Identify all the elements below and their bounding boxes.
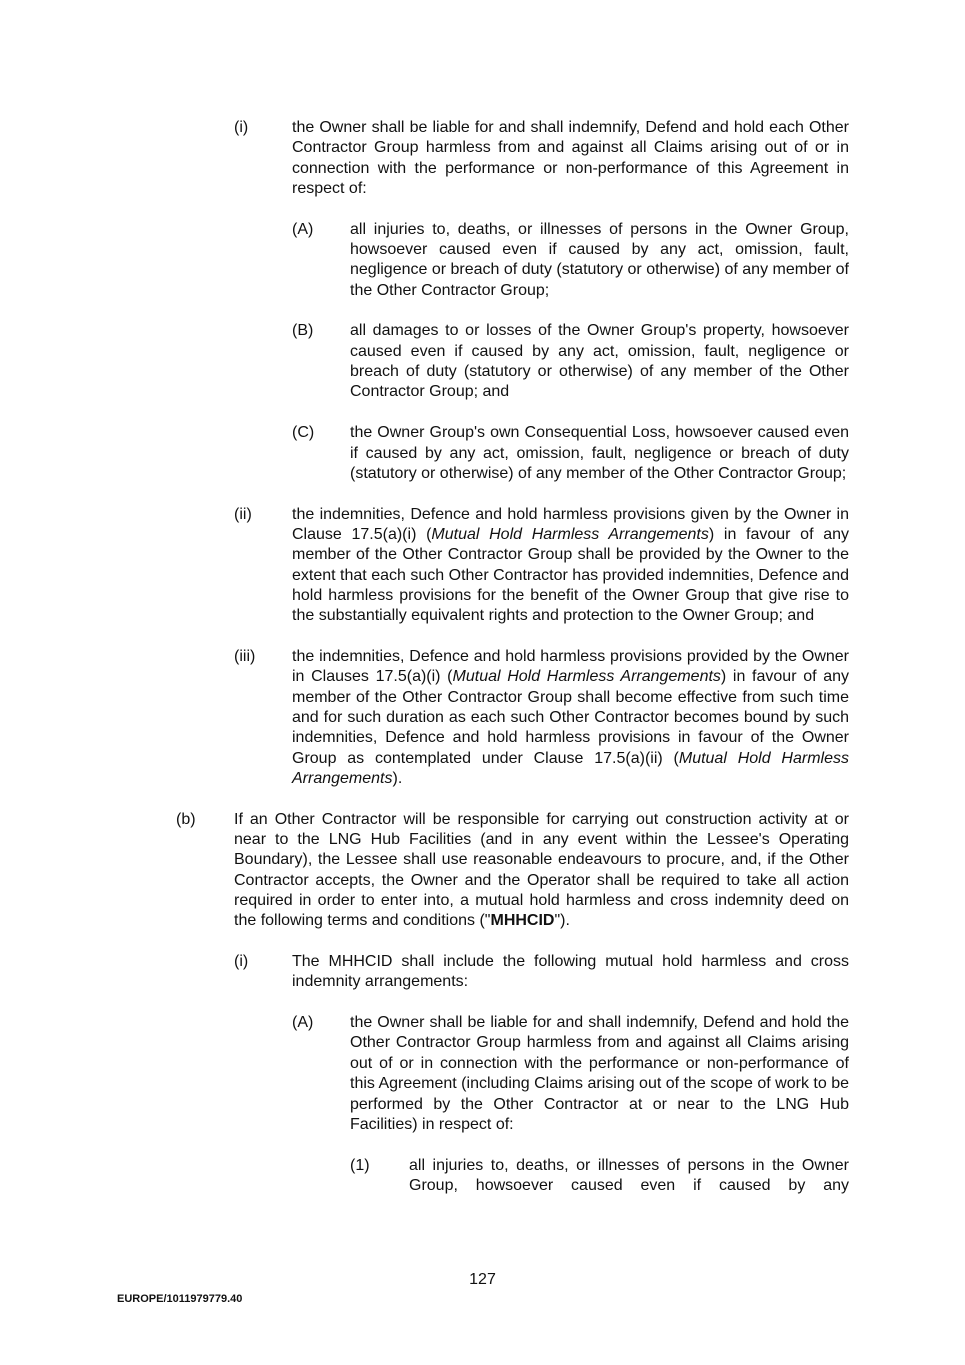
clause-text: the indemnities, Defence and hold harmless provisions provided by the Owner in Clauses 17.5(a)(i) ( (292, 647, 849, 686)
page-number: 127 (469, 1271, 496, 1288)
clause-text: The MHHCID shall include the following mutual hold harmless and cross indemnity arrangements: (292, 953, 849, 991)
clause-text: all damages to or losses of the Owner Group's property, howsoever caused even if caused by any act, omission, fault, negligence or breach of duty (statutory or otherwise) of any member of the Other Contractor Group; and (350, 322, 849, 401)
clause-a-iii (234, 647, 849, 789)
clause-label: (ii) (234, 505, 252, 523)
clause-label: (i) (234, 119, 249, 136)
clause-text: If an Other Contractor will be responsible for carrying out construction activity at or near to the LNG Hub Facilities (and in any event within the Lessee's Operating Boundary), the Lessee shall use reasonable endeavours to procure, and, if the Other Contractor accepts, the Owner and the Operator shall be required to take all action required in order to enter into, a mutual hold harmless and cross indemnity deed on the following terms and conditions (" (234, 810, 849, 930)
clause-text: the Owner shall be liable for and shall indemnify, Defend and hold the Other Contractor Group harmless from and against all Claims arising out of or in connection with the performance or non-performance of this Agreement (including Claims arising out of the scope of work to be performed by the Other Contractor at or near to the LNG Hub Facilities) in respect of: (350, 1014, 849, 1133)
clause-text: ) in favour of any member of the Other Contractor Group shall become effective from such time and for such duration as each such Other Contractor becomes bound by such indemnities, Defence and hold harmless provisions in favour of the Owner Group as contemplated under Clause 17.5(a)(ii) ( (292, 668, 849, 767)
clause-a-ii (234, 505, 850, 627)
clause-text: all injuries to, deaths, or illnesses of persons in the Owner Group, howsoever caused even if caused by any act, omission, fault, negligence or breach of duty (statutory or otherwise) of any member of the Other Contractor Group; (350, 220, 849, 299)
clause-text: ). (392, 770, 403, 787)
clause-text: "). (554, 912, 570, 930)
clause-a-i (234, 118, 849, 199)
clause-label: (i) (234, 953, 249, 971)
clause-label: (A) (292, 220, 314, 238)
clause-text: the indemnities, Defence and hold harmless provisions given by the Owner in Clause 17.5(a)(i) ( (292, 505, 849, 543)
clause-label: (C) (292, 424, 315, 442)
clause-a-i-A (292, 220, 849, 301)
clause-label: (1) (350, 1156, 370, 1174)
clause-label: (iii) (234, 647, 256, 665)
clause-reference: Mutual Hold Harmless Arrangements (452, 668, 721, 686)
document-body (0, 118, 965, 1217)
clause-text: the Owner Group's own Consequential Loss, howsoever caused even if caused by any act, omission, fault, negligence or breach of duty (statutory or otherwise) of any member of the Other Contractor Group; (350, 424, 849, 482)
clause-a-i-B (292, 321, 849, 402)
defined-term: MHHCID (490, 912, 555, 930)
clause-b-i-A (292, 1013, 849, 1135)
clause-reference: Mutual Hold Harmless Arrangements (292, 749, 849, 787)
clause-label: (b) (176, 810, 196, 828)
clause-text: ) in favour of any member of the Other Contractor Group shall be provided by the Owner to the extent that each such Other Contractor has provided indemnities, Defence and hold harmless provisions for the benefit of the Owner Group that give rise to the substantially equivalent rights and protection to the Owner Group; and (292, 525, 850, 625)
clause-label: (B) (292, 322, 314, 340)
clause-b-i (234, 952, 849, 993)
clause-reference: Mutual Hold Harmless Arrangements (431, 525, 709, 543)
clause-text: all injuries to, deaths, or illnesses of persons in the Owner Group, howsoever caused even if caused by any (409, 1156, 849, 1194)
clause-label: (A) (292, 1014, 314, 1032)
clause-b (176, 810, 849, 932)
clause-b-i-A-1 (350, 1156, 849, 1197)
clause-text: the Owner shall be liable for and shall indemnify, Defend and hold each Other Contractor Group harmless from and against all Claims arising out of or in connection with the performance or non-performance of this Agreement in respect of: (292, 119, 849, 198)
clause-a-i-C (292, 423, 849, 484)
document-reference: EUROPE/1011979779.40 (117, 1293, 243, 1305)
